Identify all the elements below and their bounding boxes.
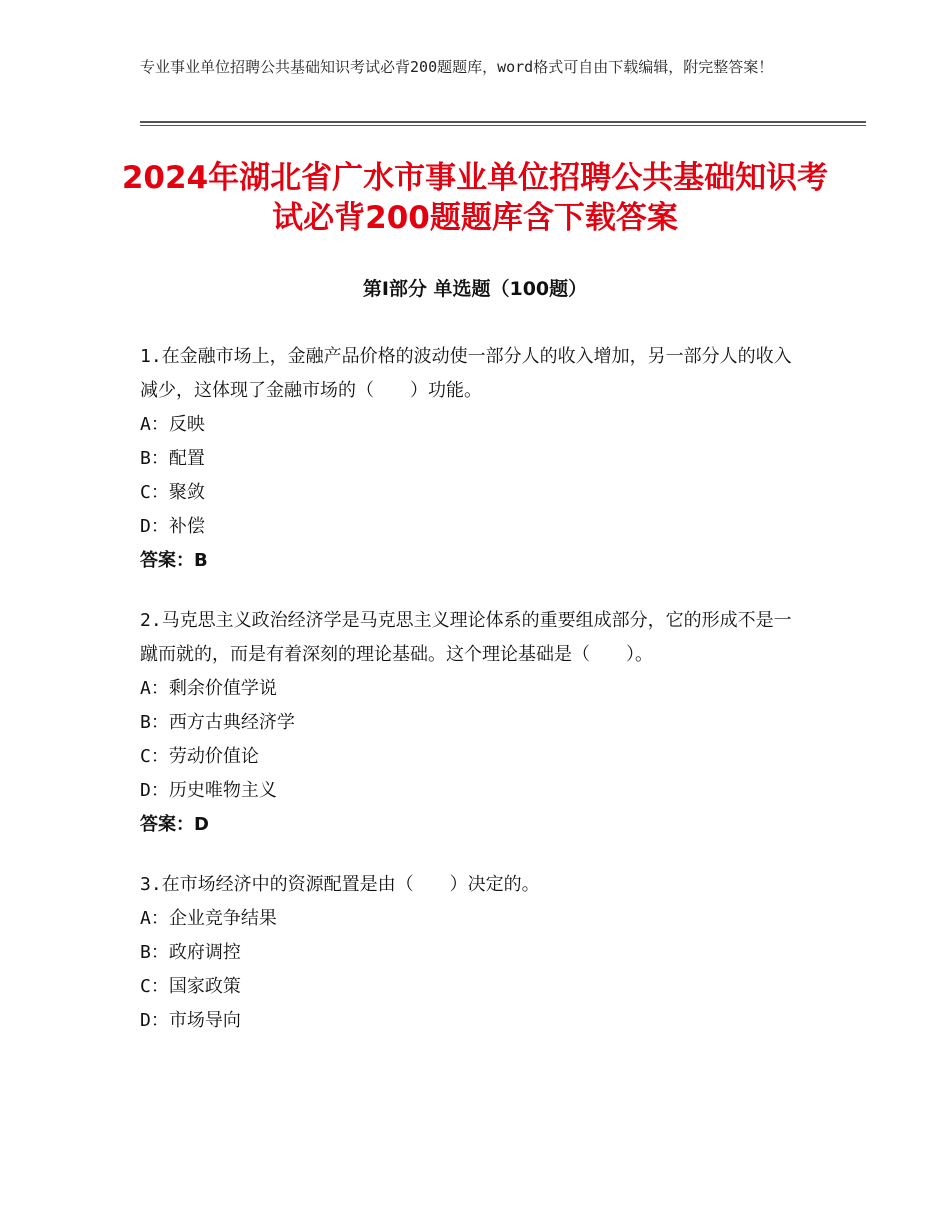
question-stem: 1.在金融市场上，金融产品价格的波动使一部分人的收入增加，另一部分人的收入减少，这体现了金融市场的（ ）功能。 bbox=[140, 346, 792, 401]
question-2 bbox=[140, 604, 800, 842]
header-divider bbox=[140, 121, 866, 123]
option-c: C：国家政策 bbox=[140, 976, 241, 997]
option-c: C：聚敛 bbox=[140, 482, 205, 503]
option-b: B：配置 bbox=[140, 448, 205, 469]
option-c: C：劳动价值论 bbox=[140, 746, 259, 767]
option-a: A：反映 bbox=[140, 414, 205, 435]
question-list bbox=[140, 340, 800, 1064]
question-stem: 3.在市场经济中的资源配置是由（ ）决定的。 bbox=[140, 874, 540, 895]
option-b: B：政府调控 bbox=[140, 942, 241, 963]
answer: 答案：B bbox=[140, 550, 208, 571]
header-divider-thin bbox=[140, 125, 866, 126]
option-b: B：西方古典经济学 bbox=[140, 712, 295, 733]
answer: 答案：D bbox=[140, 814, 209, 835]
document-title: 2024年湖北省广水市事业单位招聘公共基础知识考试必背200题题库含下载答案 bbox=[121, 160, 829, 236]
question-3 bbox=[140, 868, 800, 1038]
option-d: D：历史唯物主义 bbox=[140, 780, 277, 801]
option-a: A：企业竞争结果 bbox=[140, 908, 277, 929]
option-d: D：补偿 bbox=[140, 516, 205, 537]
option-a: A：剩余价值学说 bbox=[140, 678, 277, 699]
header-note: 专业事业单位招聘公共基础知识考试必背200题题库，word格式可自由下载编辑，附完整答案！ bbox=[140, 58, 774, 76]
question-1 bbox=[140, 340, 800, 578]
question-stem: 2.马克思主义政治经济学是马克思主义理论体系的重要组成部分，它的形成不是一蹴而就的，而是有着深刻的理论基础。这个理论基础是（ ）。 bbox=[140, 610, 792, 665]
option-d: D：市场导向 bbox=[140, 1010, 241, 1031]
section-heading: 第Ⅰ部分 单选题（100题） bbox=[362, 278, 588, 300]
